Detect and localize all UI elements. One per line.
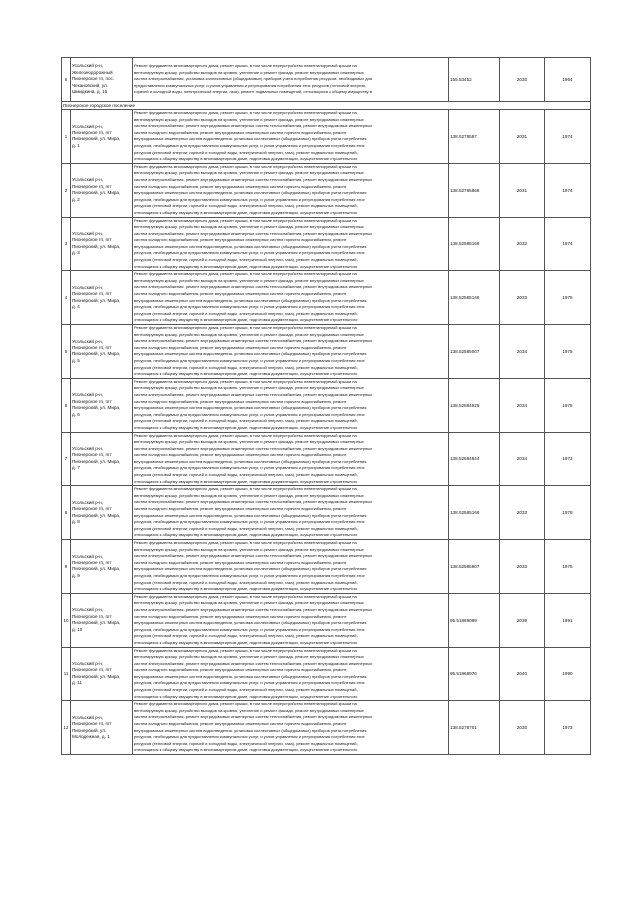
works-line: вентилируемую крышу, устройство выходов на кровлю, утепление и ремонт фасада, ремонт внутридомовых инженерных [134,385,364,391]
works-description-cell [133,110,449,164]
works-line: внутридомовых инженерных систем водоотведения, установка коллективных (общедомовых) приборов учета потребления [134,727,367,733]
table-row [62,110,591,164]
works-line: ресурсов, необходимых для предоставления коммунальных услуг, и узлов управления и регулирования потребления этих [134,250,365,256]
planned-year-cell: 2030 [500,701,545,755]
address-line: Усольский р-н, [72,392,104,398]
address-line: Пионерский, ул. Мира, [72,405,121,411]
address-cell [71,701,133,755]
works-line: вентилируемую крышу, устройство выходов на кровлю, утепление и ремонт фасада, ремонт внутридомовых инженерных [134,600,364,606]
address-line: Пионерское гп, пгт [72,452,112,458]
works-description-cell [133,58,449,102]
works-line: внутридомовых инженерных систем водоотведения, установка коллективных (общедомовых) приборов учета потребления [134,297,367,303]
address-cell [71,647,133,701]
works-line: систем электроснабжения, ремонт внутридомовых инженерных систем теплоснабжения, ремонт внутридомовых инженерных [134,391,373,397]
works-line: Ремонт фундамента многоквартирного дома, ремонт крыши, в том числе переустройство невентилируемой крыши на [134,63,357,69]
works-description-cell [133,378,449,432]
address-line: Пионерское гп, пгт [72,237,112,243]
works-line: вентилируемую крышу, устройство выходов на кровлю, утепление и ремонт фасада, ремонт внутридомовых инженерных [134,546,364,552]
row-number: 7 [62,432,71,486]
build-year-cell: 1978 [545,486,591,540]
works-line: Ремонт фундамента многоквартирного дома, ремонт крыши, в том числе переустройство невентилируемой крыши на [134,593,357,599]
table-row [62,217,591,271]
works-line: ресурсов (тепловой энергии, горячей и холодной воды, электрической энергии, газа), ремонт подвальных помещений, [134,418,358,424]
table-row [62,325,591,379]
works-line: внутридомовых инженерных систем водоотведения, установка коллективных (общедомовых) приборов учета потребления [134,351,367,357]
address-line: Пионерское гп, пгт [72,559,112,565]
cost-cell: 138.5278597 [449,110,500,164]
works-line: систем холодного водоснабжения, ремонт внутридомовых инженерных систем горячего водоснабжения, ремонт [134,291,347,297]
works-line: вентилируемую крышу, устройство выходов на кровлю, утепление и ремонт фасада, ремонт внутридомовых инженерных [134,116,364,122]
planned-year-cell: 2040 [500,647,545,701]
address-line: Усольский р-н, [72,607,104,613]
address-line: Пионерское гп, пос. [72,76,115,82]
works-description-cell [133,217,449,271]
address-line: д. 6 [72,411,80,417]
address-cell [71,271,133,325]
address-line: д. 9 [72,572,80,578]
address-line: Усольский р-н, [72,714,104,720]
build-year-cell: 1974 [545,217,591,271]
works-line: внутридомовых инженерных систем водоотведения, установка коллективных (общедомовых) приборов учета потребления [134,190,367,196]
build-year-cell: 1990 [545,647,591,701]
address-line: Усольский р-н, [72,177,104,183]
address-line: Шмидкина, д. 15 [72,89,108,95]
works-line: Ремонт фундамента многоквартирного дома, ремонт крыши, в том числе переустройство невентилируемой крыши на [134,701,357,707]
address-line: Железнодорожный [72,69,113,75]
build-year-cell: 1991 [545,593,591,647]
works-line: ресурсов, необходимых для предоставления коммунальных услуг, и узлов управления и регулирования потребления этих [134,142,365,148]
address-line: Пионерский, ул. Мира, [72,673,121,679]
works-line: внутридомовых инженерных систем водоотведения, установка коллективных (общедомовых) приборов учета потребления [134,136,367,142]
section-title: Пионерское городское поселение [62,102,591,110]
works-line: ресурсов (тепловой энергии, горячей и холодной воды, электрической энергии, газа), ремонт подвальных помещений, [134,740,358,746]
table-row [62,163,591,217]
works-line: ресурсов (тепловой энергии, горячей и холодной воды, электрической энергии, газа), ремонт подвальных помещений, [134,579,358,585]
address-line: Усольский р-н, [72,231,104,237]
row-number: 12 [62,701,71,755]
works-line: относящихся к общему имуществу в многоквартирном доме, подготовка документации, осуществление строительного [134,371,358,377]
works-line: ресурсов (тепловой энергии, горячей и холодной воды, электрической энергии, газа), ремонт подвальных помещений, [134,525,358,531]
address-line: Пионерский, ул. [72,727,107,733]
table-row [62,540,591,594]
works-line: относящихся к общему имуществу в многоквартирном доме, подготовка документации, осуществление строительного [134,156,358,162]
works-line: вентилируемую крышу, устройство выходов на кровлю, утепление и ремонт фасада, ремонт внутридомовых инженерных [134,492,364,498]
works-line: Ремонт фундамента многоквартирного дома, ремонт крыши, в том числе переустройство невентилируемой крыши на [134,271,357,277]
address-cell [71,163,133,217]
address-cell [71,540,133,594]
table-row [62,647,591,701]
works-line: систем холодного водоснабжения, ремонт внутридомовых инженерных систем горячего водоснабжения, ремонт [134,237,347,243]
works-line: относящихся к общему имуществу в многоквартирном доме, подготовка документации, осуществление строительного [134,747,358,753]
address-line: Пионерский, ул. Мира, [72,458,121,464]
works-line: вентилируемую крышу, устройство выходов на кровлю, утепление и ремонт фасада, ремонт внутридомовых инженерных [134,224,364,230]
row-number: 3 [62,217,71,271]
address-line: д. 11 [72,680,83,686]
register-table-body [62,58,591,755]
planned-year-cell: 2030 [500,58,545,102]
address-line: д. 3 [72,250,80,256]
works-description-cell [133,432,449,486]
cost-cell: 138.52586907 [449,540,500,594]
address-line: Усольский р-н, [72,338,104,344]
works-description-cell [133,271,449,325]
works-line: систем холодного водоснабжения, ремонт внутридомовых инженерных систем горячего водоснабжения, ремонт [134,721,347,727]
address-line: Усольский р-н, [72,123,104,129]
works-line: систем электроснабжения, ремонт внутридомовых инженерных систем теплоснабжения, ремонт внутридомовых инженерных [134,553,373,559]
works-line: ресурсов, необходимых для предоставления коммунальных услуг, и узлов управления и регулирования потребления этих [134,519,365,525]
works-line: относящихся к общему имуществу в многоквартирном доме, подготовка документации, осуществление строительного [134,263,358,269]
works-line: внутридомовых инженерных систем водоотведения, установка коллективных (общедомовых) приборов учета потребления [134,243,367,249]
works-line: внутридомовых инженерных систем водоотведения, установка коллективных (общедомовых) приборов учета потребления [134,458,367,464]
address-cell [71,325,133,379]
build-year-cell: 1964 [545,58,591,102]
row-number: 1 [62,110,71,164]
works-line: внутридомовых инженерных систем водоотведения, установка коллективных (общедомовых) приборов учета потребления [134,512,367,518]
works-line: ресурсов (тепловой энергии, горячей и холодной воды, электрической энергии, газа), ремонт подвальных помещений, [134,687,358,693]
works-line: систем электроснабжения, ремонт внутридомовых инженерных систем теплоснабжения, ремонт внутридомовых инженерных [134,714,373,720]
section-header-row [62,102,591,110]
address-line: Усольский р-н, [72,661,104,667]
works-line: ресурсов, необходимых для предоставления коммунальных услуг, и узлов управления и регулирования потребления этих [134,357,365,363]
works-line: ресурсов (тепловой энергии, горячей и холодной воды, электрической энергии, газа), ремонт подвальных помещений, [134,472,358,478]
works-line: систем электроснабжения, установка коллективных (общедомовых) приборов учета потребления ресурсов, необходимых для [134,76,373,82]
works-line: систем электроснабжения, ремонт внутридомовых инженерных систем теплоснабжения, ремонт внутридомовых инженерных [134,284,373,290]
works-description-cell [133,593,449,647]
address-cell [71,378,133,432]
address-line: Пионерское гп, пгт [72,667,112,673]
works-line: систем холодного водоснабжения, ремонт внутридомовых инженерных систем горячего водоснабжения, ремонт [134,559,347,565]
works-line: ресурсов, необходимых для предоставления коммунальных услуг, и узлов управления и регулирования потребления этих [134,196,365,202]
works-line: вентилируемую крышу, устройство выходов на кровлю, утепление и ремонт фасада, ремонт внутридомовых инженерных [134,69,364,75]
works-line: внутридомовых инженерных систем водоотведения, установка коллективных (общедомовых) приборов учета потребления [134,620,367,626]
works-line: ресурсов, необходимых для предоставления коммунальных услуг, и узлов управления и регулирования потребления этих [134,572,365,578]
address-line: Пионерский, ул. Мира, [72,566,121,572]
row-number: 6 [62,378,71,432]
planned-year-cell: 2031 [500,110,545,164]
row-number: 8 [62,486,71,540]
works-line: внутридомовых инженерных систем водоотведения, установка коллективных (общедомовых) приборов учета потребления [134,673,367,679]
row-number: 4 [62,271,71,325]
works-line: ресурсов (тепловой энергии, горячей и холодной воды, электрической энергии, газа), ремонт подвальных помещений, [134,257,358,263]
address-line: д. 4 [72,304,80,310]
address-line: д. 2 [72,196,80,202]
works-line: систем электроснабжения, ремонт внутридомовых инженерных систем теплоснабжения, ремонт внутридомовых инженерных [134,123,373,129]
works-line: ресурсов, необходимых для предоставления коммунальных услуг, и узлов управления и регулирования потребления этих [134,411,365,417]
cost-cell: 138.52585007 [449,325,500,379]
row-number: 5 [62,325,71,379]
cost-cell: 138.52585166 [449,486,500,540]
build-year-cell: 1973 [545,432,591,486]
planned-year-cell: 2033 [500,540,545,594]
works-line: Ремонт фундамента многоквартирного дома, ремонт крыши, в том числе переустройство невентилируемой крыши на [134,325,357,330]
table-row [62,593,591,647]
address-line: Усольский р-н, [72,284,104,290]
works-line: вентилируемую крышу, устройство выходов на кровлю, утепление и ремонт фасада, ремонт внутридомовых инженерных [134,277,364,283]
works-line: ресурсов, необходимых для предоставления коммунальных услуг, и узлов управления и регулирования потребления этих [134,734,365,740]
works-line: ресурсов, необходимых для предоставления коммунальных услуг, и узлов управления и регулирования потребления этих [134,465,365,471]
address-line: Пионерский, ул. Мира, [72,351,121,357]
address-line: Пионерское гп, пгт [72,721,112,727]
address-line: Чекановский, ул. [72,82,108,88]
build-year-cell: 1975 [545,271,591,325]
address-line: Пионерский, ул. Мира, [72,190,121,196]
works-line: вентилируемую крышу, устройство выходов на кровлю, утепление и ремонт фасада, ремонт внутридомовых инженерных [134,707,364,713]
build-year-cell: 1974 [545,110,591,164]
works-line: систем электроснабжения, ремонт внутридомовых инженерных систем теплоснабжения, ремонт внутридомовых инженерных [134,606,373,612]
works-line: внутридомовых инженерных систем водоотведения, установка коллективных (общедомовых) приборов учета потребления [134,405,367,411]
cost-cell: 138.5278701 [449,701,500,755]
works-line: систем холодного водоснабжения, ремонт внутридомовых инженерных систем горячего водоснабжения, ремонт [134,506,347,512]
row-number: 11 [62,647,71,701]
works-line: относящихся к общему имуществу в многоквартирном доме, подготовка документации, осуществление строительного [134,586,358,592]
planned-year-cell: 2033 [500,271,545,325]
address-line: Усольский р-н, [72,499,104,505]
works-description-cell [133,163,449,217]
address-line: Пионерское гп, пгт [72,291,112,297]
table-row [62,58,591,102]
works-line: Ремонт фундамента многоквартирного дома, ремонт крыши, в том числе переустройство невентилируемой крыши на [134,110,357,115]
row-number: 9 [62,540,71,594]
works-description-cell [133,325,449,379]
works-line: Ремонт фундамента многоквартирного дома, ремонт крыши, в том числе переустройство невентилируемой крыши на [134,486,357,492]
works-description-cell [133,540,449,594]
address-line: Пионерское гп, пгт [72,398,112,404]
cost-cell: 138.52585146 [449,271,500,325]
cost-cell: 138.52586166 [449,217,500,271]
planned-year-cell: 2034 [500,378,545,432]
works-line: относящихся к общему имуществу в многоквартирном доме, подготовка документации, осуществление строительного [134,317,358,323]
address-line: Молодежная, д. 1 [72,734,110,740]
works-line: ресурсов (тепловой энергии, горячей и холодной воды, электрической энергии, газа), ремонт подвальных помещений, [134,633,358,639]
works-line: систем электроснабжения, ремонт внутридомовых инженерных систем теплоснабжения, ремонт внутридомовых инженерных [134,176,373,182]
works-line: относящихся к общему имуществу в многоквартирном доме, подготовка документации, осуществление строительного [134,209,358,215]
address-line: д. 1 [72,142,80,148]
cost-cell: 95.51868976 [449,647,500,701]
planned-year-cell: 2033 [500,486,545,540]
address-line: Пионерский, ул. Мира, [72,512,121,518]
planned-year-cell: 2031 [500,163,545,217]
works-line: систем электроснабжения, ремонт внутридомовых инженерных систем теплоснабжения, ремонт внутридомовых инженерных [134,338,373,344]
planned-year-cell: 2034 [500,325,545,379]
cost-cell: 138.52584844 [449,432,500,486]
address-line: д. 10 [72,626,83,632]
table-row [62,271,591,325]
address-line: Усольский р-н, [72,446,104,452]
address-cell [71,110,133,164]
build-year-cell: 1973 [545,701,591,755]
works-line: систем холодного водоснабжения, ремонт внутридомовых инженерных систем горячего водоснабжения, ремонт [134,613,347,619]
address-line: д. 7 [72,465,80,471]
address-line: Пионерский, ул. Мира, [72,297,121,303]
works-line: систем электроснабжения, ремонт внутридомовых инженерных систем теплоснабжения, ремонт внутридомовых инженерных [134,230,373,236]
address-line: Пионерское гп, пгт [72,506,112,512]
planned-year-cell: 2039 [500,593,545,647]
address-line: Пионерское гп, пгт [72,344,112,350]
works-line: Ремонт фундамента многоквартирного дома, ремонт крыши, в том числе переустройство невентилируемой крыши на [134,540,357,545]
cost-cell: 138.52785868 [449,163,500,217]
build-year-cell: 1975 [545,325,591,379]
row-number: 6 [62,58,71,102]
works-line: предоставления коммунальных услуг, и узлов управления и регулирования потребления этих ресурсов (тепловой энергии, [134,82,366,88]
works-line: систем холодного водоснабжения, ремонт внутридомовых инженерных систем горячего водоснабжения, ремонт [134,667,347,673]
works-line: систем холодного водоснабжения, ремонт внутридомовых инженерных систем горячего водоснабжения, ремонт [134,452,347,458]
table-row [62,432,591,486]
address-line: Пионерский, ул. Мира, [72,243,121,249]
cost-cell: 95.51869099 [449,593,500,647]
address-cell [71,217,133,271]
works-line: вентилируемую крышу, устройство выходов на кровлю, утепление и ремонт фасада, ремонт внутридомовых инженерных [134,654,364,660]
address-cell [71,486,133,540]
address-line: Усольский р-н, [72,553,104,559]
planned-year-cell: 2034 [500,432,545,486]
address-cell [71,432,133,486]
works-line: ресурсов (тепловой энергии, горячей и холодной воды, электрической энергии, газа), ремонт подвальных помещений, [134,203,358,209]
works-line: систем холодного водоснабжения, ремонт внутридомовых инженерных систем горячего водоснабжения, ремонт [134,129,347,135]
works-line: Ремонт фундамента многоквартирного дома, ремонт крыши, в том числе переустройство невентилируемой крыши на [134,378,357,384]
table-row [62,701,591,755]
address-line: Пионерское гп, пгт [72,613,112,619]
works-line: ресурсов, необходимых для предоставления коммунальных услуг, и узлов управления и регулирования потребления этих [134,626,365,632]
works-line: вентилируемую крышу, устройство выходов на кровлю, утепление и ремонт фасада, ремонт внутридомовых инженерных [134,170,364,176]
table-row [62,486,591,540]
build-year-cell: 1975 [545,540,591,594]
address-cell [71,58,133,102]
works-line: систем электроснабжения, ремонт внутридомовых инженерных систем теплоснабжения, ремонт внутридомовых инженерных [134,660,373,666]
build-year-cell: 1974 [545,163,591,217]
row-number: 2 [62,163,71,217]
address-line: Пионерское гп, пгт [72,183,112,189]
planned-year-cell: 2032 [500,217,545,271]
works-line: относящихся к общему имуществу в многоквартирном доме, подготовка документации, осуществление строительного [134,532,358,538]
address-line: Усольский р-н, [72,63,104,69]
address-line: Пионерский, ул. Мира, [72,136,121,142]
works-line: вентилируемую крышу, устройство выходов на кровлю, утепление и ремонт фасада, ремонт внутридомовых инженерных [134,331,364,337]
works-line: Ремонт фундамента многоквартирного дома, ремонт крыши, в том числе переустройство невентилируемой крыши на [134,432,357,438]
works-line: систем холодного водоснабжения, ремонт внутридомовых инженерных систем горячего водоснабжения, ремонт [134,183,347,189]
works-line: относящихся к общему имуществу в многоквартирном доме, подготовка документации, осуществление строительного [134,424,358,430]
works-description-cell [133,486,449,540]
works-line: внутридомовых инженерных систем водоотведения, установка коллективных (общедомовых) приборов учета потребления [134,566,367,572]
works-line: систем электроснабжения, ремонт внутридомовых инженерных систем теплоснабжения, ремонт внутридомовых инженерных [134,445,373,451]
address-line: д. 8 [72,519,80,525]
works-line: вентилируемую крышу, устройство выходов на кровлю, утепление и ремонт фасада, ремонт внутридомовых инженерных [134,439,364,445]
address-line: Пионерский, ул. Мира, [72,620,121,626]
address-cell [71,593,133,647]
table-row [62,378,591,432]
works-line: Ремонт фундамента многоквартирного дома, ремонт крыши, в том числе переустройство невентилируемой крыши на [134,163,357,169]
works-line: ресурсов, необходимых для предоставления коммунальных услуг, и узлов управления и регулирования потребления этих [134,680,365,686]
build-year-cell: 1975 [545,378,591,432]
address-line: д. 5 [72,357,80,363]
works-line: ресурсов (тепловой энергии, горячей и холодной воды, электрической энергии, газа), ремонт подвальных помещений, [134,364,358,370]
works-line: относящихся к общему имуществу в многоквартирном доме, подготовка документации, осуществление строительного [134,639,358,645]
capital-repair-register-table [61,57,591,755]
works-line: горячей и холодной воды, электрической энергии, газа), ремонт подвальных помещений, относящихся к общему имуществу в [134,89,372,95]
works-line: систем холодного водоснабжения, ремонт внутридомовых инженерных систем горячего водоснабжения, ремонт [134,398,347,404]
works-line: ресурсов, необходимых для предоставления коммунальных услуг, и узлов управления и регулирования потребления этих [134,304,365,310]
cost-cell: 138.52584925 [449,378,500,432]
works-line: относящихся к общему имуществу в многоквартирном доме, подготовка документации, осуществление строительного [134,693,358,699]
works-description-cell [133,647,449,701]
works-line: Ремонт фундамента многоквартирного дома, ремонт крыши, в том числе переустройство невентилируемой крыши на [134,217,357,223]
works-line: систем холодного водоснабжения, ремонт внутридомовых инженерных систем горячего водоснабжения, ремонт [134,344,347,350]
works-line: ресурсов (тепловой энергии, горячей и холодной воды, электрической энергии, газа), ремонт подвальных помещений, [134,310,358,316]
row-number: 10 [62,593,71,647]
works-line: ресурсов (тепловой энергии, горячей и холодной воды, электрической энергии, газа), ремонт подвальных помещений, [134,149,358,155]
works-line: относящихся к общему имуществу в многоквартирном доме, подготовка документации, осуществление строительного [134,478,358,484]
cost-cell: 155.53452 [449,58,500,102]
address-line: Пионерское гп, пгт [72,129,112,135]
works-description-cell [133,701,449,755]
works-line: систем электроснабжения, ремонт внутридомовых инженерных систем теплоснабжения, ремонт внутридомовых инженерных [134,499,373,505]
works-line: Ремонт фундамента многоквартирного дома, ремонт крыши, в том числе переустройство невентилируемой крыши на [134,647,357,653]
